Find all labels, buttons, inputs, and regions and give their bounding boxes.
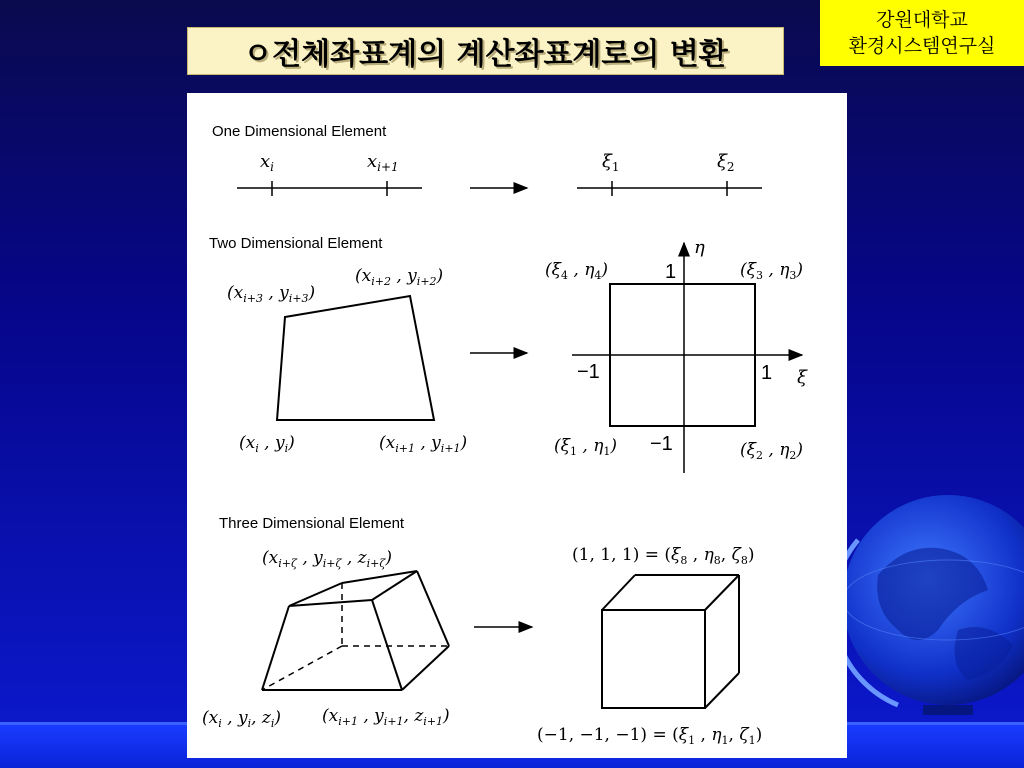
node-label: ($x_i$ , $y_i$): [239, 433, 295, 455]
node-label: ($x_i$ , $y_i$, $z_i$): [202, 708, 282, 730]
node-label: ($\xi_4$ , $\eta_4$): [545, 260, 609, 282]
local-cube: [602, 575, 739, 708]
institution-name: 강원대학교: [876, 9, 968, 31]
node-label: ($x_{i+3}$ , $y_{i+3}$): [227, 283, 316, 305]
lab-name: 환경시스템연구실: [848, 35, 996, 57]
tick-label: 1: [761, 362, 773, 384]
one-d-label: One Dimensional Element: [212, 123, 387, 140]
node-x-i1: $x_{i+1}$: [367, 151, 399, 174]
global-quad: [277, 296, 434, 420]
global-hexahedron: [262, 571, 449, 690]
xi-axis-label: ξ: [797, 367, 807, 388]
slide-title: ㅇ전체좌표계의 계산좌표계로의 변환: [187, 27, 784, 75]
node-label: (−1, −1, $-1) = (\xi_1$ , $\eta_1$, $\zeta_1$): [537, 725, 763, 747]
node-x-i: $x_i$: [260, 151, 274, 174]
hidden-edges: [262, 583, 449, 690]
node-xi-1: $\xi_1$: [602, 151, 620, 174]
transformation-diagram: [187, 93, 847, 758]
node-xi-2: $\xi_2$: [717, 151, 735, 174]
diagram-panel: [187, 93, 847, 758]
tick-label: −1: [577, 361, 600, 383]
node-label: ($x_{i+1}$ , $y_{i+1}$, $z_{i+1}$): [322, 706, 450, 728]
tick-label: 1: [665, 261, 677, 283]
three-d-label: Three Dimensional Element: [219, 515, 405, 532]
two-d-label: Two Dimensional Element: [209, 235, 383, 252]
tick-label: −1: [650, 433, 673, 455]
globe-icon: [838, 480, 1024, 730]
node-label: ($x_{i+\zeta}$ , $y_{i+\zeta}$ , $z_{i+\zeta}$): [262, 548, 392, 570]
node-label: ($\xi_1$ , $\eta_1$): [554, 436, 618, 458]
institution-label: [820, 0, 1024, 66]
node-label: ($\xi_3$ , $\eta_3$): [740, 260, 804, 282]
node-label: ($x_{i+1}$ , $y_{i+1}$): [379, 433, 468, 455]
node-label: ($\xi_2$ , $\eta_2$): [740, 440, 804, 462]
node-label: ($x_{i+2}$ , $y_{i+2}$): [355, 266, 444, 288]
node-label: (1, 1, $1) = (\xi_8$ , $\eta_8$, $\zeta_8$): [572, 545, 755, 567]
eta-axis-label: η: [694, 237, 705, 258]
